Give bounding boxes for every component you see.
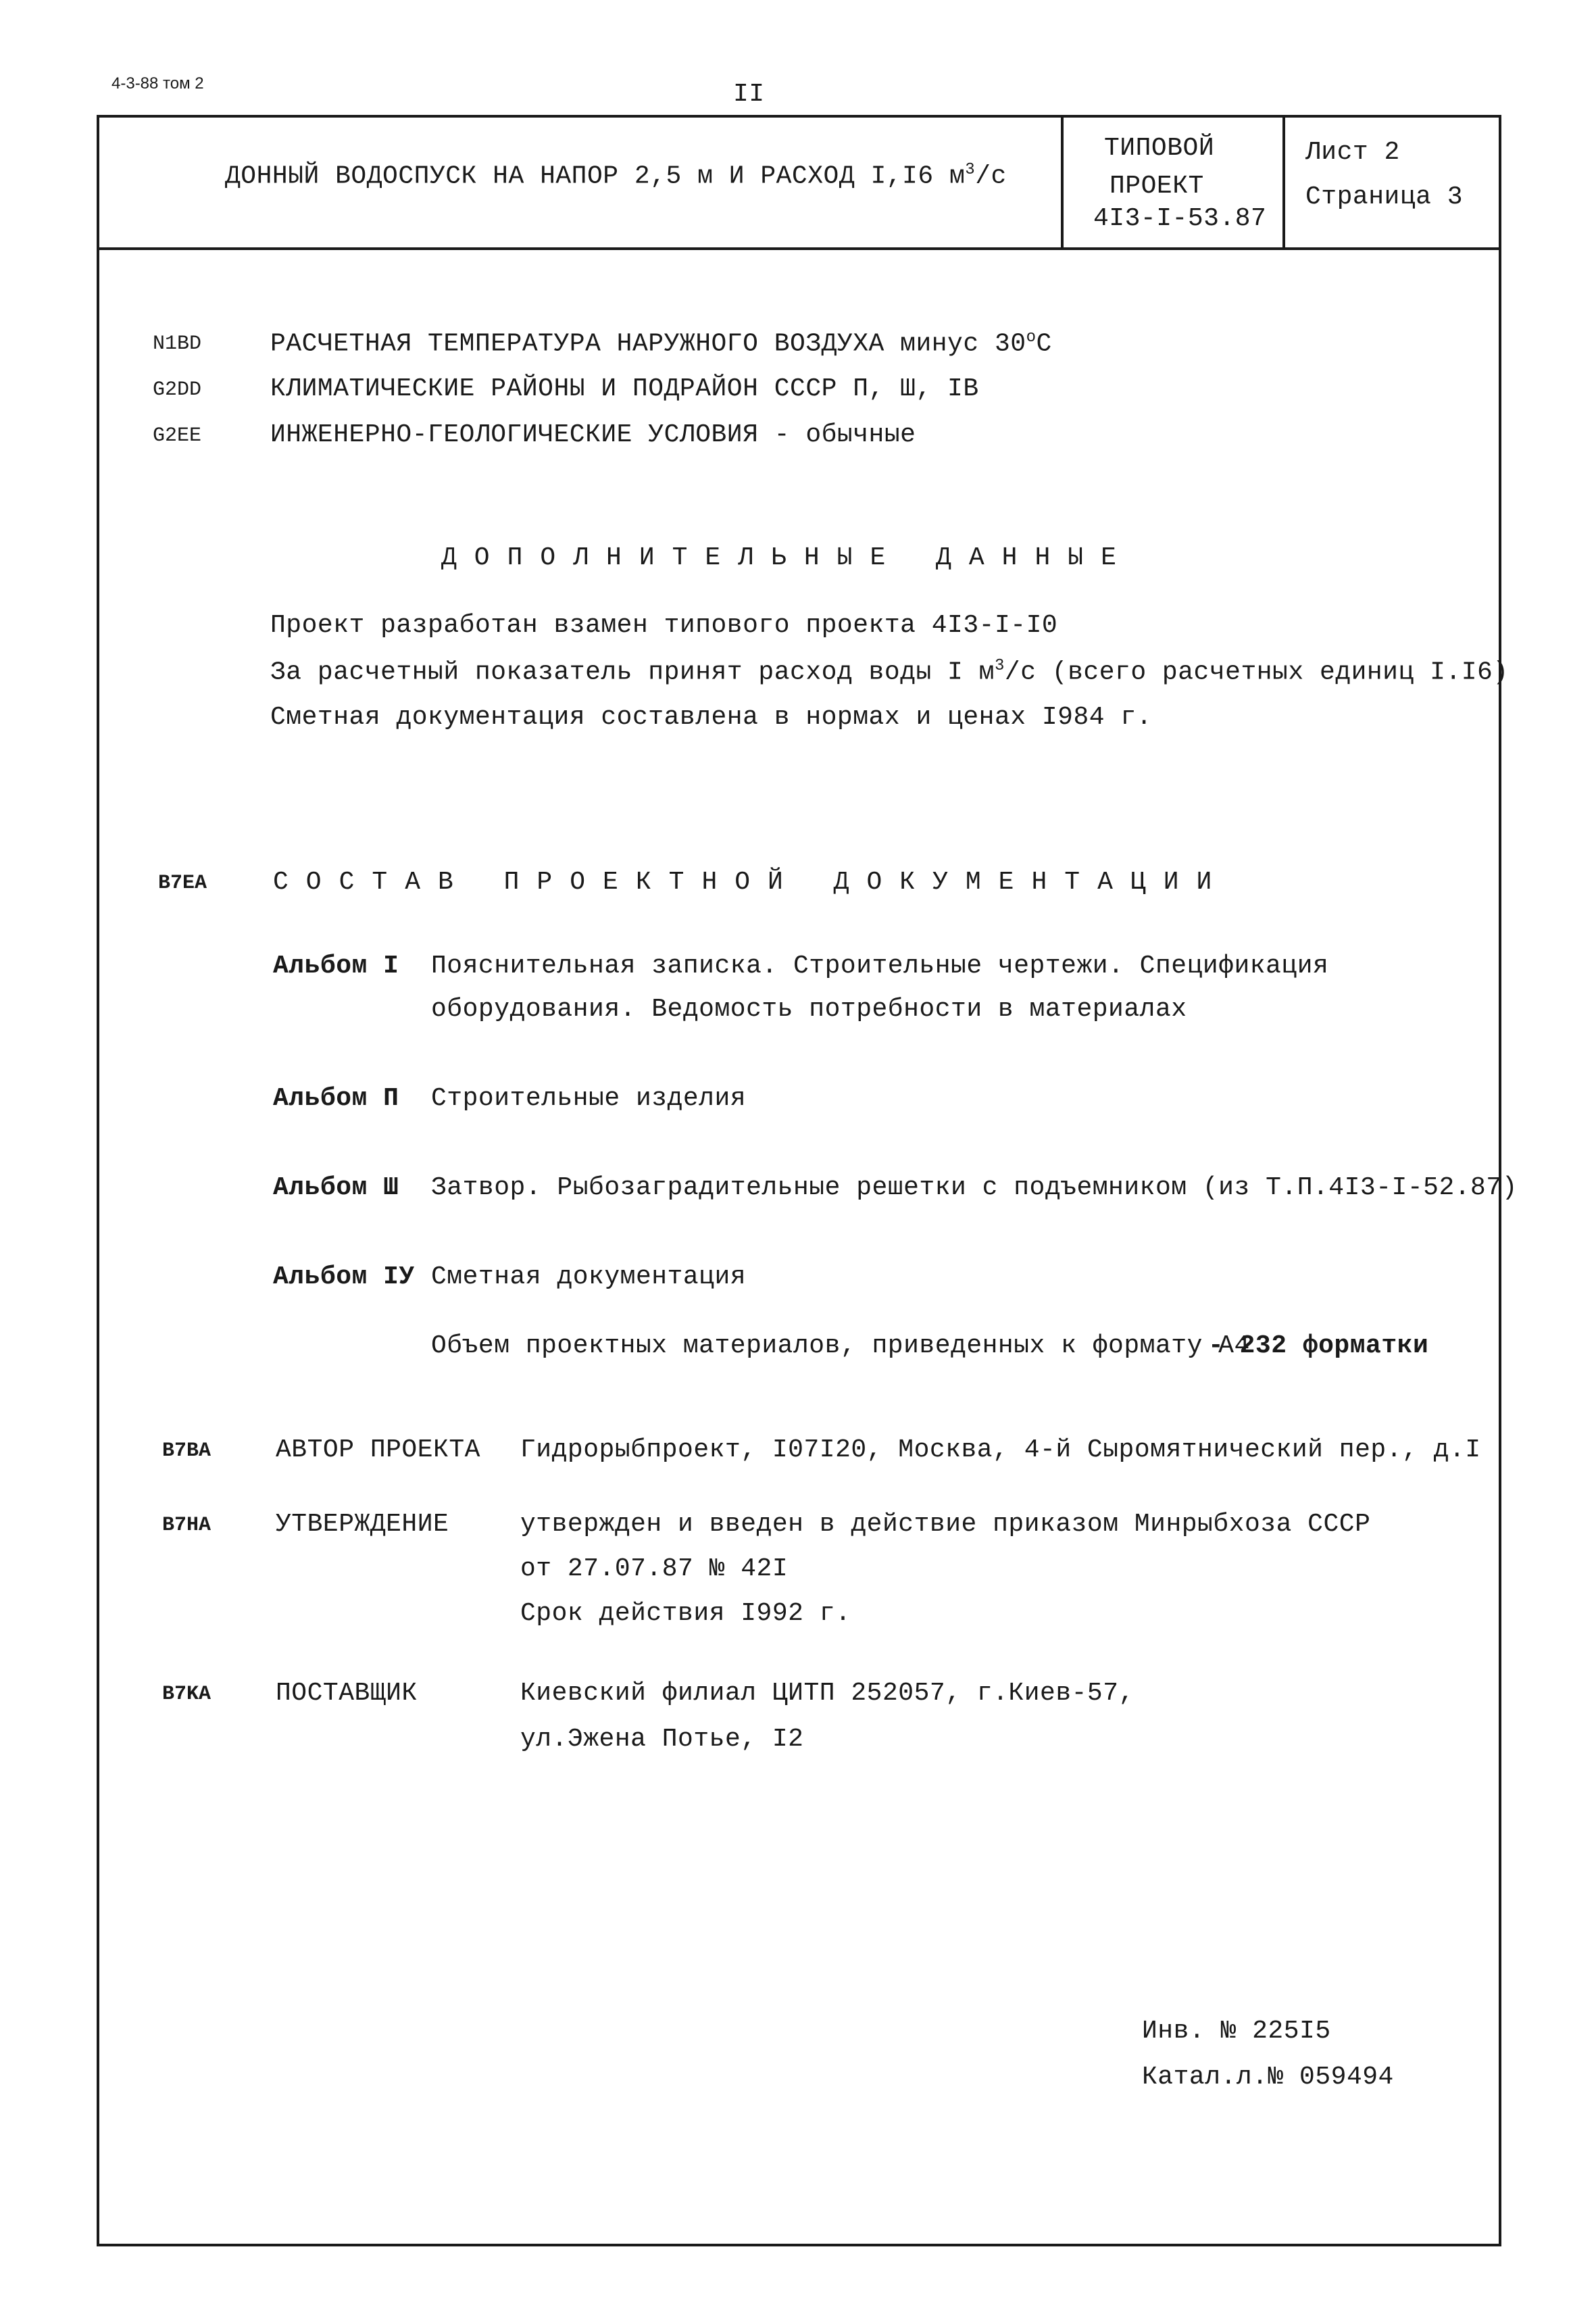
sheet-number: Лист 2: [1305, 138, 1400, 167]
project-number: 4I3-I-53.87: [1093, 204, 1267, 233]
project-label: ПРОЕКТ: [1109, 172, 1204, 201]
additional-line: Сметная документация составлена в нормах и ценах I984 г.: [270, 703, 1153, 732]
param-code: N1BD: [153, 333, 202, 355]
volume-label: Объем проектных материалов, приведенных к формату А4: [431, 1331, 1250, 1360]
album-description: Строительные изделия: [431, 1084, 747, 1113]
section-code: B7KA: [162, 1683, 211, 1706]
param-design-temperature: РАСЧЕТНАЯ ТЕМПЕРАТУРА НАРУЖНОГО ВОЗДУХА минус $30^оС$: [270, 328, 1052, 359]
volume-value: - 232 форматки: [1208, 1331, 1429, 1360]
page-number: II: [733, 80, 765, 109]
author-label: АВТОР ПРОЕКТА: [276, 1435, 480, 1464]
approval-line: утвержден и введен в действие приказом Минрыбхоза СССР: [520, 1510, 1371, 1539]
page-label: Страница 3: [1305, 182, 1464, 212]
album-description: Пояснительная записка. Строительные чертежи. Спецификация: [431, 952, 1329, 981]
catalog-number: Катал.л.№ 059494: [1142, 2063, 1394, 2092]
section-code: B7BA: [162, 1439, 211, 1462]
album-description: оборудования. Ведомость потребности в материалах: [431, 995, 1187, 1024]
additional-line: Проект разработан взамен типового проекта 4I3-I-I0: [270, 611, 1058, 640]
album-label: Альбом IУ: [273, 1262, 415, 1291]
additional-line: За расчетный показатель принят расход воды I $м^3/с$ (всего расчетных единиц I.I6): [270, 657, 1509, 687]
supplier-line: Киевский филиал ЦИТП 252057, г.Киев-57,: [520, 1679, 1134, 1708]
album-label: Альбом I: [273, 952, 399, 981]
header-separator-1: [1061, 115, 1064, 249]
section-code: B7HA: [162, 1514, 211, 1537]
supplier-line: ул.Эжена Потье, I2: [520, 1725, 804, 1754]
approval-line: Срок действия I992 г.: [520, 1599, 851, 1628]
param-climate-regions: КЛИМАТИЧЕСКИЕ РАЙОНЫ И ПОДРАЙОН СССР П, Ш, IВ: [270, 374, 979, 403]
param-code: G2EE: [153, 424, 202, 447]
supplier-label: ПОСТАВЩИК: [276, 1679, 418, 1708]
header-divider: [97, 247, 1501, 250]
param-geology: ИНЖЕНЕРНО-ГЕОЛОГИЧЕСКИЕ УСЛОВИЯ - обычные: [270, 420, 916, 449]
section-heading-additional: ДОПОЛНИТЕЛЬНЫЕ ДАННЫЕ: [441, 543, 1134, 572]
header-separator-2: [1282, 115, 1285, 249]
inventory-number: Инв. № 225I5: [1142, 2017, 1331, 2046]
album-label: Альбом Ш: [273, 1173, 399, 1202]
param-code: G2DD: [153, 378, 202, 401]
document-title: ДОННЫЙ ВОДОСПУСК НА НАПОР 2,5 м И РАСХОД I,I6 $м^3/с$: [225, 161, 1007, 191]
album-description: Сметная документация: [431, 1262, 747, 1291]
archive-code: 4-3-88 том 2: [111, 74, 204, 93]
section-code: B7EA: [158, 872, 207, 895]
approval-line: от 27.07.87 № 42I: [520, 1554, 789, 1583]
author-value: Гидрорыбпроект, I07I20, Москва, 4-й Сыромятнический пер., д.I: [520, 1435, 1481, 1464]
approval-label: УТВЕРЖДЕНИЕ: [276, 1510, 449, 1539]
section-heading-composition: СОСТАВ ПРОЕКТНОЙ ДОКУМЕНТАЦИИ: [273, 868, 1230, 897]
album-label: Альбом П: [273, 1084, 399, 1113]
project-type-label: ТИПОВОЙ: [1104, 134, 1215, 163]
album-description: Затвор. Рыбозаградительные решетки с подъемником (из Т.П.4I3-I-52.87): [431, 1173, 1518, 1202]
